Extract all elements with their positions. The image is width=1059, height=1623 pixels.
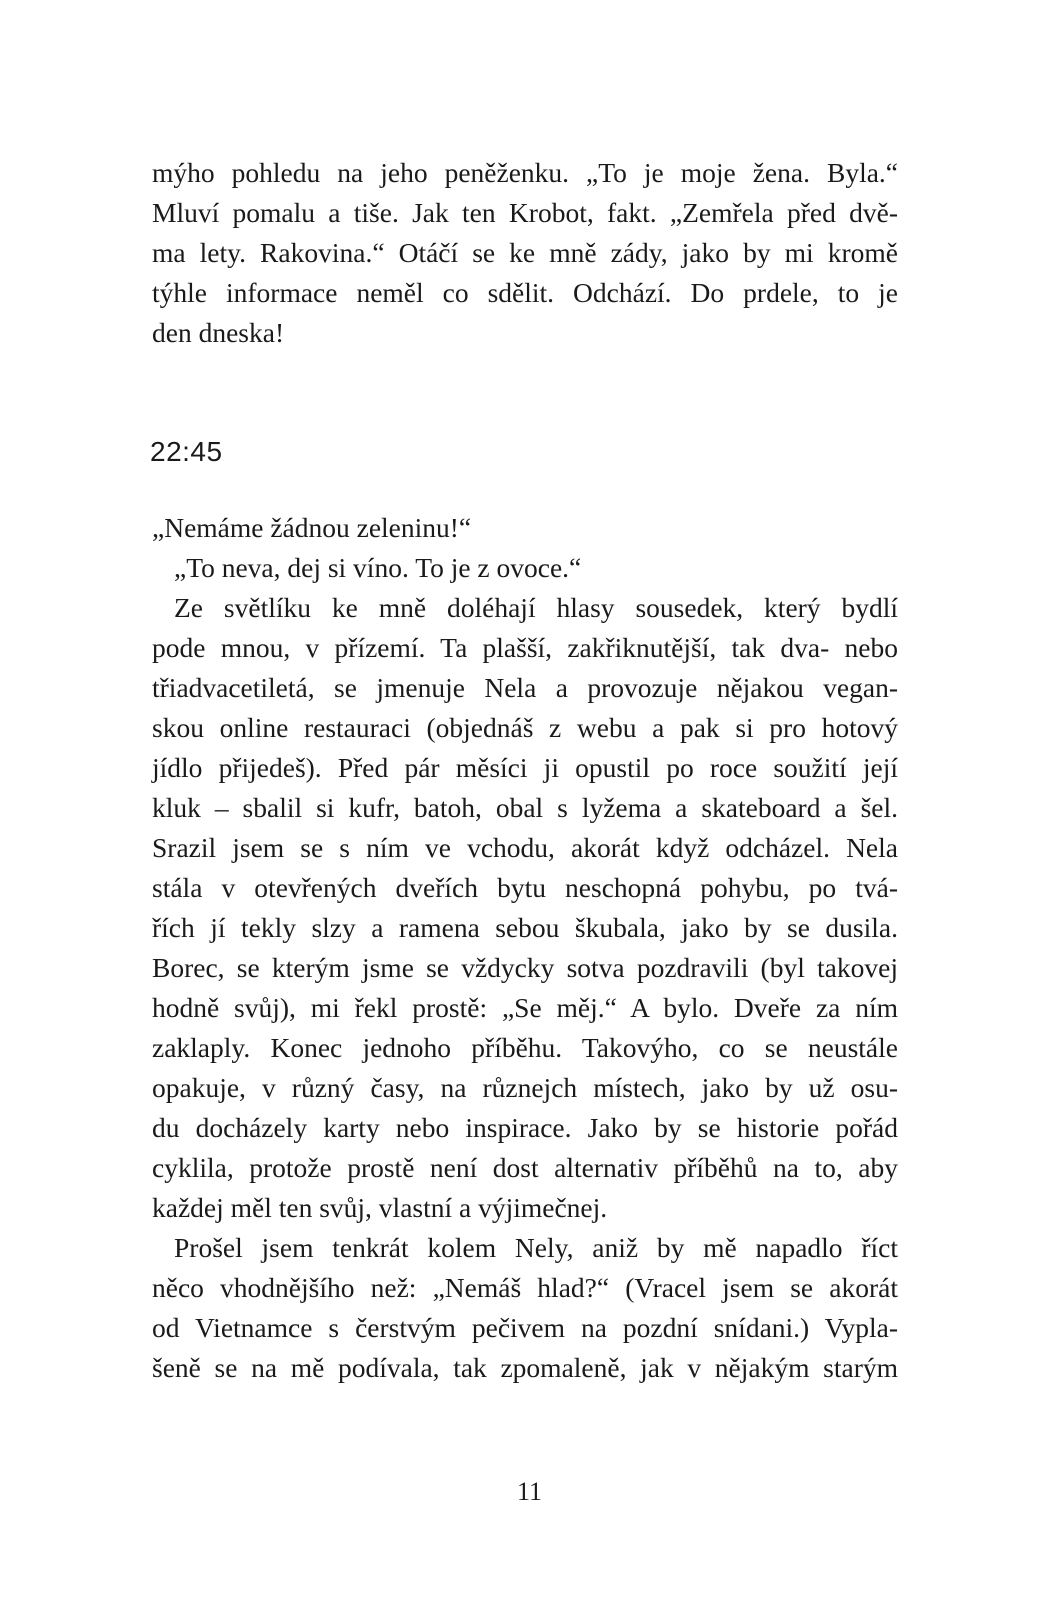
dialogue-line: „Nemáme žádnou zeleninu!“ bbox=[152, 512, 472, 543]
text-line: stála v otevřených dveřích bytu neschopná pohybu, po tvá- bbox=[152, 872, 898, 903]
text-line: šeně se na mě podívala, tak zpomaleně, jak v nějakým starým bbox=[152, 1352, 898, 1383]
text-line: jídlo přijedeš). Před pár měsíci ji opustil po roce soužití její bbox=[152, 752, 898, 783]
text-line: Borec, se kterým jsme se vždycky sotva pozdravili (byl takovej bbox=[152, 952, 898, 983]
text-line: du docházely karty nebo inspirace. Jako by se historie pořád bbox=[152, 1112, 898, 1143]
text-line: třiadvacetiletá, se jmenuje Nela a provozuje nějakou vegan- bbox=[152, 672, 898, 703]
text-line: Mluví pomalu a tiše. Jak ten Krobot, fakt. „Zemřela před dvě- bbox=[152, 197, 898, 228]
text-line: týhle informace neměl co sdělit. Odchází. Do prdele, to je bbox=[152, 277, 898, 308]
text-line: pode mnou, v přízemí. Ta plašší, zakřiknutější, tak dva- nebo bbox=[152, 632, 898, 663]
text-line: den dneska! bbox=[152, 317, 285, 348]
text-line: mýho pohledu na jeho peněženku. „To je moje žena. Byla.“ bbox=[152, 157, 898, 188]
text-line: ma lety. Rakovina.“ Otáčí se ke mně zády, jako by mi kromě bbox=[152, 237, 898, 268]
text-line: zaklaply. Konec jednoho příběhu. Takovýho, co se neustále bbox=[152, 1032, 898, 1063]
text-line: každej měl ten svůj, vlastní a výjimečnej. bbox=[152, 1192, 608, 1223]
text-line: hodně svůj), mi řekl prostě: „Se měj.“ A bylo. Dveře za ním bbox=[152, 992, 898, 1023]
text-line: skou online restauraci (objednáš z webu a pak si pro hotový bbox=[152, 712, 898, 743]
text-line: Prošel jsem tenkrát kolem Nely, aniž by mě napadlo říct bbox=[174, 1232, 898, 1263]
page-number: 11 bbox=[516, 1477, 543, 1506]
section-heading-time: 22:45 bbox=[150, 436, 223, 467]
text-line: řích jí tekly slzy a ramena sebou škubala, jako by se dusila. bbox=[152, 912, 898, 943]
text-line: Ze světlíku ke mně doléhají hlasy sousedek, který bydlí bbox=[174, 592, 898, 623]
section-body bbox=[152, 508, 898, 1388]
text-line: od Vietnamce s čerstvým pečivem na pozdní snídani.) Vypla- bbox=[152, 1312, 898, 1343]
opening-paragraph bbox=[152, 153, 898, 353]
text-line: Srazil jsem se s ním ve vchodu, akorát když odcházel. Nela bbox=[152, 832, 898, 863]
text-line: opakuje, v různý časy, na různejch místech, jako by už osu- bbox=[152, 1072, 898, 1103]
dialogue-line: „To neva, dej si víno. To je z ovoce.“ bbox=[174, 552, 582, 583]
text-line: cyklila, protože prostě není dost alternativ příběhů na to, aby bbox=[152, 1152, 898, 1183]
text-line: kluk – sbalil si kufr, batoh, obal s lyžema a skateboard a šel. bbox=[152, 792, 898, 823]
text-line: něco vhodnějšího než: „Nemáš hlad?“ (Vracel jsem se akorát bbox=[152, 1272, 898, 1303]
